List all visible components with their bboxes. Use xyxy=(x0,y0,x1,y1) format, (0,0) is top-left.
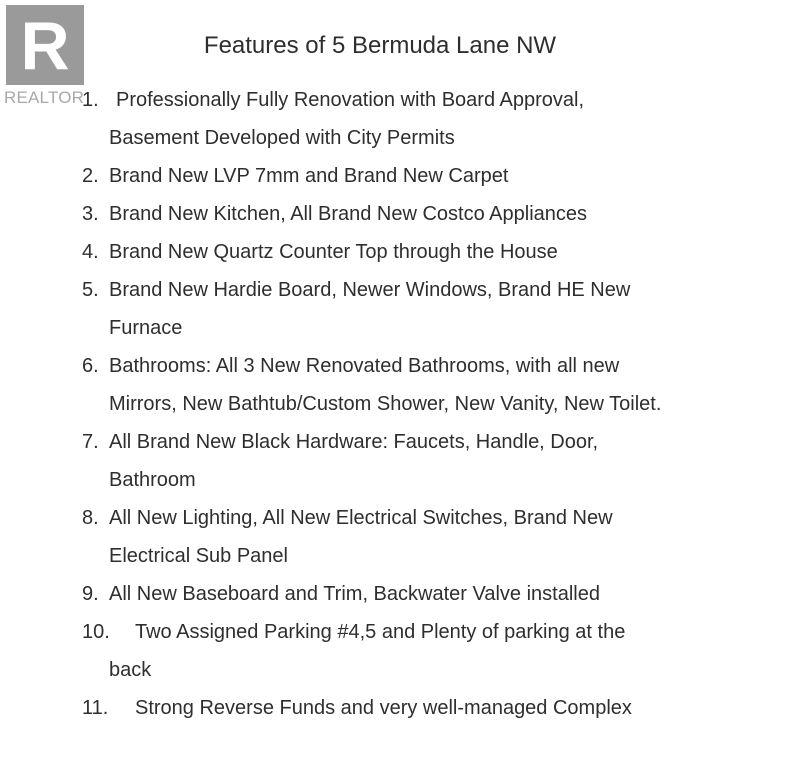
feature-line: Brand New Hardie Board, Newer Windows, Brand HE New xyxy=(109,279,631,301)
feature-line: Bathrooms: All 3 New Renovated Bathrooms, with all new xyxy=(109,355,620,377)
realtor-wordmark: REALTOR xyxy=(4,88,85,107)
feature-item xyxy=(82,575,782,613)
feature-line: Bathroom xyxy=(109,469,196,491)
feature-item xyxy=(82,347,782,423)
feature-line: Furnace xyxy=(109,317,183,339)
feature-number: 11. xyxy=(82,697,109,719)
logo-letter: R xyxy=(20,8,70,84)
feature-number: 3. xyxy=(82,203,99,225)
feature-item xyxy=(82,271,782,347)
feature-line: All New Lighting, All New Electrical Switches, Brand New xyxy=(109,507,613,529)
feature-item xyxy=(82,613,782,689)
features-list xyxy=(82,81,782,727)
feature-number: 2. xyxy=(82,165,99,187)
feature-line: Strong Reverse Funds and very well-managed Complex xyxy=(135,697,632,719)
feature-number: 8. xyxy=(82,507,99,529)
feature-number: 5. xyxy=(82,279,99,301)
feature-number: 4. xyxy=(82,241,99,263)
feature-item xyxy=(82,157,782,195)
feature-item xyxy=(82,423,782,499)
feature-number: 6. xyxy=(82,355,99,377)
page-title: Features of 5 Bermuda Lane NW xyxy=(203,32,557,59)
feature-item xyxy=(82,499,782,575)
feature-line: Brand New LVP 7mm and Brand New Carpet xyxy=(109,165,509,187)
feature-item xyxy=(82,233,782,271)
feature-number: 10. xyxy=(82,621,110,643)
feature-line: Mirrors, New Bathtub/Custom Shower, New Vanity, New Toilet. xyxy=(109,393,662,415)
feature-item xyxy=(82,81,782,157)
feature-line: All Brand New Black Hardware: Faucets, Handle, Door, xyxy=(109,431,599,453)
feature-line: Brand New Kitchen, All Brand New Costco Appliances xyxy=(109,203,588,225)
feature-line: Two Assigned Parking #4,5 and Plenty of parking at the xyxy=(135,621,626,643)
feature-number: 9. xyxy=(82,583,99,605)
feature-line: All New Baseboard and Trim, Backwater Valve installed xyxy=(109,583,600,605)
feature-number: 1. xyxy=(82,89,99,111)
feature-item xyxy=(82,195,782,233)
feature-line: Electrical Sub Panel xyxy=(109,545,288,567)
feature-line: back xyxy=(109,659,152,681)
feature-line: Brand New Quartz Counter Top through the House xyxy=(109,241,558,263)
feature-line: Basement Developed with City Permits xyxy=(109,127,455,149)
feature-line: Professionally Fully Renovation with Board Approval, xyxy=(116,89,585,111)
feature-item xyxy=(82,689,782,727)
feature-number: 7. xyxy=(82,431,99,453)
